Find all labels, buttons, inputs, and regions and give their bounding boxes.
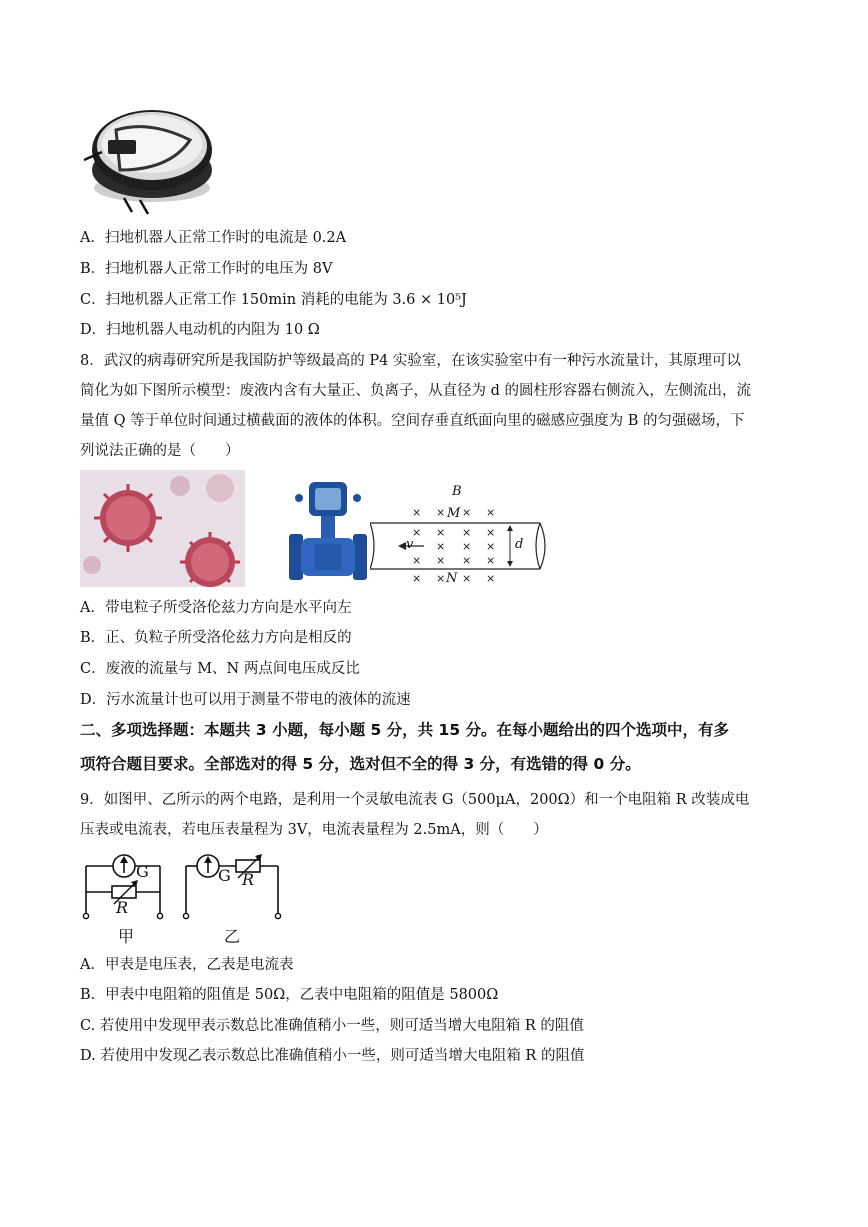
- field-cross: ×: [412, 572, 422, 585]
- field-cross: ×: [462, 572, 472, 585]
- field-cross: ×: [462, 506, 472, 519]
- q8-stem-line-4: 列说法正确的是（ ）: [80, 443, 240, 459]
- field-cross: ×: [462, 526, 472, 539]
- field-cross: ×: [436, 572, 446, 585]
- robot-vacuum-image: [80, 100, 220, 218]
- circuit-yi: [180, 848, 285, 948]
- field-cross: ×: [412, 526, 422, 539]
- q9-option-c: C. 若使用中发现甲表示数总比准确值稍小一些，则可适当增大电阻箱 R 的阻值: [80, 1018, 584, 1034]
- q8-option-b: B．正、负粒子所受洛伦兹力方向是相反的: [80, 630, 352, 646]
- field-cross: ×: [412, 506, 422, 519]
- label-v: v: [406, 537, 414, 552]
- q8-stem-line-2: 简化为如下图所示模型：废液内含有大量正、负离子，从直径为 d 的圆柱形容器右侧流入，左侧流出，流: [80, 383, 751, 399]
- field-cross: ×: [436, 554, 446, 567]
- q7-option-b: B．扫地机器人正常工作时的电压为 8V: [80, 261, 333, 277]
- field-cross: ×: [486, 526, 496, 539]
- label-d: d: [515, 537, 524, 552]
- jia-label-r: R: [116, 898, 129, 917]
- q9-stem-line-2: 压表或电流表，若电压表量程为 3V，电流表量程为 2.5mA，则（ ）: [80, 822, 548, 838]
- q7-option-c: C．扫地机器人正常工作 150min 消耗的电能为 3.6 × 10⁵J: [80, 292, 467, 308]
- label-n: N: [446, 571, 458, 586]
- circuit-jia: [80, 848, 170, 948]
- field-cross: ×: [486, 554, 496, 567]
- yi-caption: 乙: [224, 927, 241, 946]
- q8-stem-line-3: 量值 Q 等于单位时间通过横截面的液体的体积。空间存垂直纸面向里的磁感应强度为 B 的匀强磁场，下: [80, 413, 745, 429]
- q8-stem-line-1: 8．武汉的病毒研究所是我国防护等级最高的 P4 实验室，在该实验室中有一种污水流量计，其原理可以: [80, 353, 741, 369]
- q9-option-b: B．甲表中电阻箱的阻值是 50Ω，乙表中电阻箱的阻值是 5800Ω: [80, 987, 499, 1003]
- field-cross: ×: [436, 526, 446, 539]
- field-cross: ×: [436, 506, 446, 519]
- section2-heading-line-2: 项符合题目要求。全部选对的得 5 分，选对但不全的得 3 分，有选错的得 0 分。: [80, 755, 641, 773]
- field-cross: ×: [486, 572, 496, 585]
- pipe-diagram: [370, 484, 550, 588]
- q8-option-d: D．污水流量计也可以用于测量不带电的液体的流速: [80, 692, 411, 708]
- q9-stem-line-1: 9．如图甲、乙所示的两个电路，是利用一个灵敏电流表 G（500μA，200Ω）和一个电阻箱 R 改装成电: [80, 792, 750, 808]
- field-cross: ×: [486, 540, 496, 553]
- q8-option-c: C．废液的流量与 M、N 两点间电压成反比: [80, 661, 360, 677]
- q7-option-d: D．扫地机器人电动机的内阻为 10 Ω: [80, 322, 320, 338]
- q7-option-a: A．扫地机器人正常工作时的电流是 0.2A: [80, 230, 347, 246]
- section2-heading-line-1: 二、多项选择题：本题共 3 小题，每小题 5 分，共 15 分。在每小题给出的四个选项中，有多: [80, 721, 730, 739]
- yi-label-r: R: [242, 870, 255, 889]
- flow-meter-image: [285, 478, 370, 588]
- jia-label-g: G: [136, 862, 149, 881]
- q9-option-d: D. 若使用中发现乙表示数总比准确值稍小一些，则可适当增大电阻箱 R 的阻值: [80, 1048, 585, 1064]
- q9-option-a: A．甲表是电压表，乙表是电流表: [80, 957, 294, 973]
- q8-option-a: A．带电粒子所受洛伦兹力方向是水平向左: [80, 600, 352, 616]
- label-m: M: [447, 506, 461, 521]
- jia-caption: 甲: [118, 927, 135, 946]
- field-cross: ×: [486, 506, 496, 519]
- field-cross: ×: [436, 540, 446, 553]
- label-b: B: [452, 484, 462, 499]
- virus-image: [80, 470, 245, 587]
- field-cross: ×: [412, 554, 422, 567]
- yi-label-g: G: [218, 866, 231, 885]
- field-cross: ×: [462, 540, 472, 553]
- field-cross: ×: [462, 554, 472, 567]
